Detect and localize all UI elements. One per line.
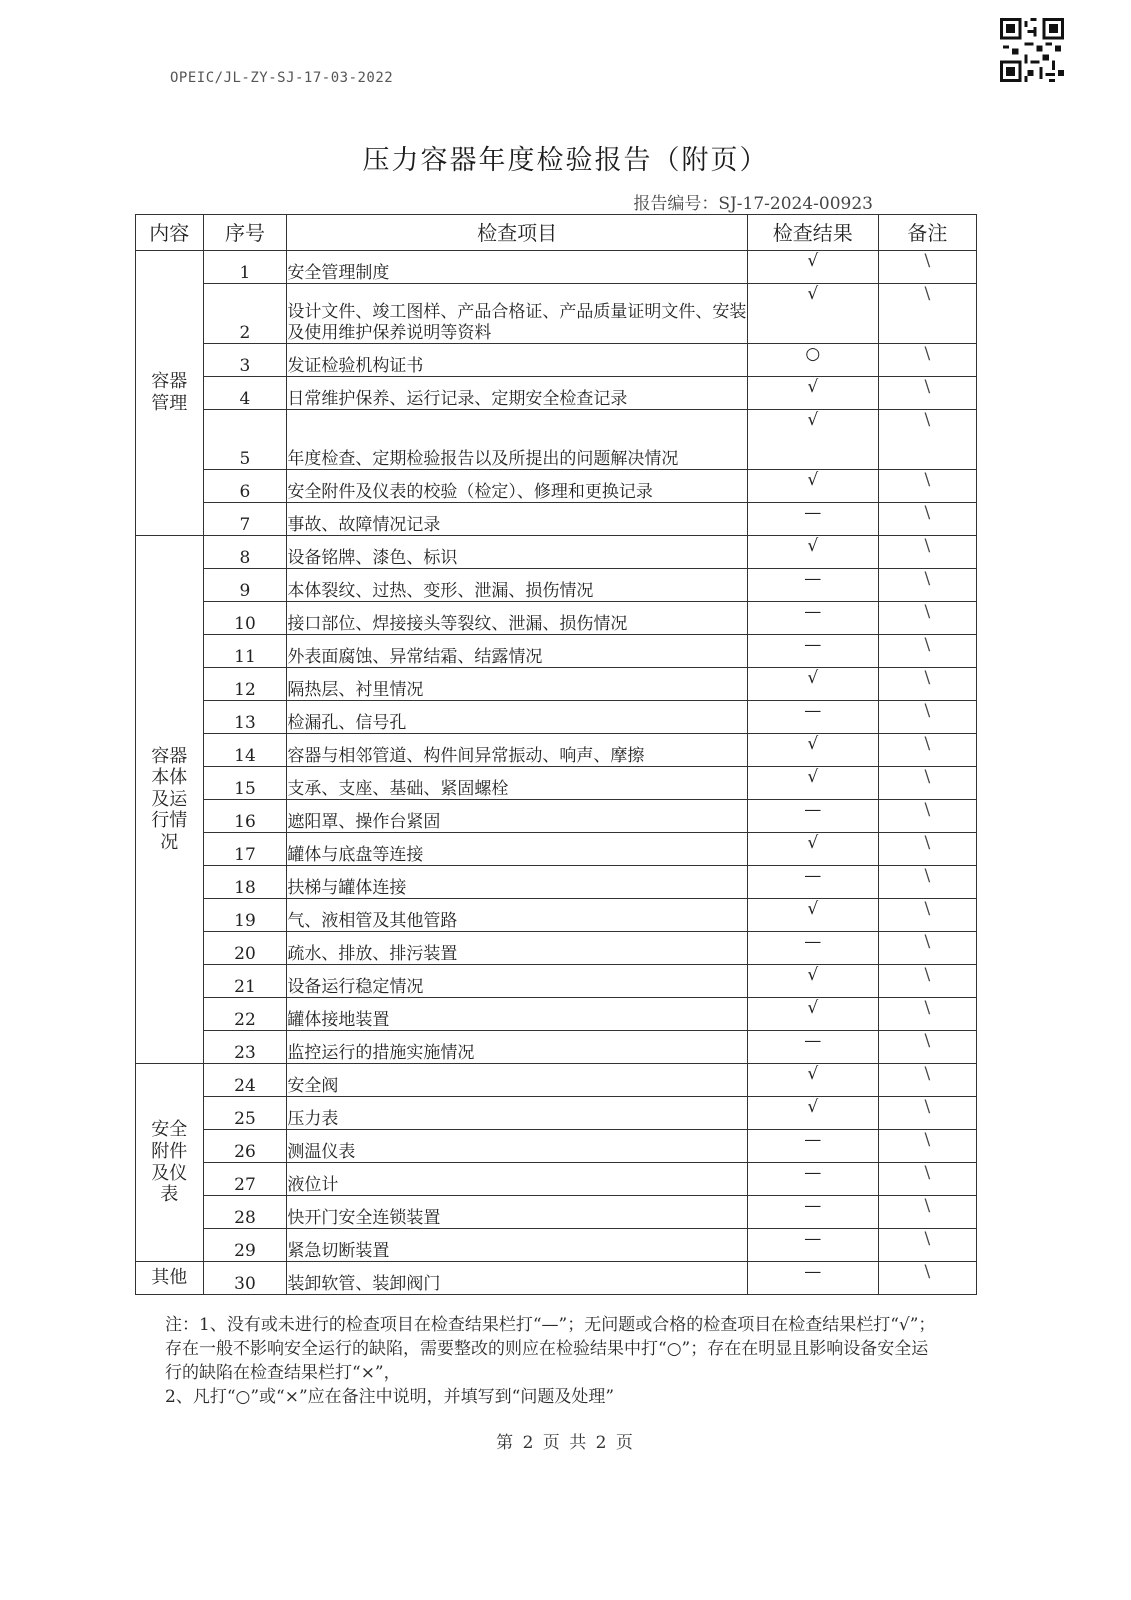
check-item: 本体裂纹、过热、变形、泄漏、损伤情况	[287, 569, 747, 602]
table-row	[136, 251, 977, 284]
column-header: 检查项目	[287, 215, 747, 251]
table-header-row	[136, 215, 977, 251]
check-item: 隔热层、衬里情况	[287, 668, 747, 701]
row-number: 19	[203, 899, 287, 932]
check-item: 接口部位、焊接接头等裂纹、泄漏、损伤情况	[287, 602, 747, 635]
check-result: —	[747, 1031, 878, 1064]
check-result: —	[747, 1262, 878, 1295]
remark: \	[878, 344, 976, 377]
table-row	[136, 899, 977, 932]
check-item: 设计文件、竣工图样、产品合格证、产品质量证明文件、安装及使用维护保养说明等资料	[287, 284, 747, 344]
remark: \	[878, 668, 976, 701]
remark: \	[878, 932, 976, 965]
table-row	[136, 932, 977, 965]
row-number: 5	[203, 410, 287, 470]
note-line: 注：1、没有或未进行的检查项目在检查结果栏打“—”；无问题或合格的检查项目在检查结果栏打“√”；存在一般不影响安全运行的缺陷，需要整改的则应在检验结果中打“○”；存在在明显且影响设备安全运行的缺陷在检查结果栏打“×”，	[165, 1315, 936, 1383]
remark: \	[878, 251, 976, 284]
row-number: 7	[203, 503, 287, 536]
table-row	[136, 635, 977, 668]
row-number: 27	[203, 1163, 287, 1196]
check-item: 罐体与底盘等连接	[287, 833, 747, 866]
row-number: 29	[203, 1229, 287, 1262]
table-row	[136, 470, 977, 503]
remark: \	[878, 1196, 976, 1229]
group-label: 容器管理	[136, 251, 204, 536]
check-result: √	[747, 767, 878, 800]
check-result: √	[747, 734, 878, 767]
remark: \	[878, 899, 976, 932]
check-result: —	[747, 602, 878, 635]
remark: \	[878, 965, 976, 998]
remark: \	[878, 569, 976, 602]
table-row	[136, 833, 977, 866]
remark: \	[878, 998, 976, 1031]
table-row	[136, 602, 977, 635]
document-code: OPEIC/JL-ZY-SJ-17-03-2022	[170, 70, 394, 86]
check-item: 容器与相邻管道、构件间异常振动、响声、摩擦	[287, 734, 747, 767]
row-number: 16	[203, 800, 287, 833]
check-item: 装卸软管、装卸阀门	[287, 1262, 747, 1295]
row-number: 28	[203, 1196, 287, 1229]
check-result: —	[747, 1196, 878, 1229]
check-item: 气、液相管及其他管路	[287, 899, 747, 932]
table-row	[136, 1229, 977, 1262]
check-result: —	[747, 635, 878, 668]
remark: \	[878, 284, 976, 344]
table-row	[136, 569, 977, 602]
remark: \	[878, 734, 976, 767]
table-row	[136, 1196, 977, 1229]
page-title: 压力容器年度检验报告（附页）	[362, 145, 769, 176]
check-result: √	[747, 965, 878, 998]
row-number: 21	[203, 965, 287, 998]
check-item: 事故、故障情况记录	[287, 503, 747, 536]
row-number: 4	[203, 377, 287, 410]
check-result: √	[747, 899, 878, 932]
check-item: 日常维护保养、运行记录、定期安全检查记录	[287, 377, 747, 410]
check-item: 快开门安全连锁装置	[287, 1196, 747, 1229]
table-row	[136, 965, 977, 998]
check-item: 设备运行稳定情况	[287, 965, 747, 998]
row-number: 26	[203, 1130, 287, 1163]
check-result: √	[747, 536, 878, 569]
row-number: 17	[203, 833, 287, 866]
check-result: —	[747, 701, 878, 734]
remark: \	[878, 1229, 976, 1262]
check-item: 测温仪表	[287, 1130, 747, 1163]
remark: \	[878, 377, 976, 410]
table-row	[136, 1262, 977, 1295]
check-item: 设备铭牌、漆色、标识	[287, 536, 747, 569]
table-row	[136, 1130, 977, 1163]
check-result: √	[747, 1097, 878, 1130]
remark: \	[878, 536, 976, 569]
row-number: 15	[203, 767, 287, 800]
check-result: —	[747, 1229, 878, 1262]
row-number: 3	[203, 344, 287, 377]
row-number: 22	[203, 998, 287, 1031]
check-result: √	[747, 284, 878, 344]
remark: \	[878, 470, 976, 503]
remark: \	[878, 1262, 976, 1295]
check-item: 液位计	[287, 1163, 747, 1196]
table-row	[136, 1097, 977, 1130]
check-result: √	[747, 410, 878, 470]
check-result: ○	[747, 344, 878, 377]
remark: \	[878, 635, 976, 668]
table-row	[136, 998, 977, 1031]
table-row	[136, 734, 977, 767]
remark: \	[878, 800, 976, 833]
remark: \	[878, 1163, 976, 1196]
qr-code-icon	[1000, 18, 1064, 82]
column-header: 内容	[136, 215, 204, 251]
check-result: —	[747, 1130, 878, 1163]
row-number: 23	[203, 1031, 287, 1064]
check-result: √	[747, 251, 878, 284]
remark: \	[878, 1031, 976, 1064]
check-result: —	[747, 1163, 878, 1196]
check-item: 外表面腐蚀、异常结霜、结露情况	[287, 635, 747, 668]
row-number: 1	[203, 251, 287, 284]
row-number: 9	[203, 569, 287, 602]
row-number: 11	[203, 635, 287, 668]
table-row	[136, 377, 977, 410]
remark: \	[878, 866, 976, 899]
check-item: 安全附件及仪表的校验（检定）、修理和更换记录	[287, 470, 747, 503]
check-item: 罐体接地装置	[287, 998, 747, 1031]
remark: \	[878, 701, 976, 734]
remark: \	[878, 1130, 976, 1163]
check-item: 安全阀	[287, 1064, 747, 1097]
check-result: √	[747, 668, 878, 701]
check-result: —	[747, 800, 878, 833]
remark: \	[878, 1097, 976, 1130]
inspection-table	[135, 214, 977, 1295]
check-item: 检漏孔、信号孔	[287, 701, 747, 734]
check-result: √	[747, 833, 878, 866]
row-number: 25	[203, 1097, 287, 1130]
row-number: 8	[203, 536, 287, 569]
table-row	[136, 1163, 977, 1196]
table-row	[136, 344, 977, 377]
table-row	[136, 800, 977, 833]
group-label: 容器本体及运行情况	[136, 536, 204, 1064]
column-header: 备注	[878, 215, 976, 251]
table-row	[136, 284, 977, 344]
note-line: 2、凡打“○”或“×”应在备注中说明，并填写到“问题及处理”	[165, 1387, 615, 1407]
check-item: 压力表	[287, 1097, 747, 1130]
row-number: 30	[203, 1262, 287, 1295]
check-item: 发证检验机构证书	[287, 344, 747, 377]
row-number: 24	[203, 1064, 287, 1097]
check-result: —	[747, 569, 878, 602]
remark: \	[878, 833, 976, 866]
check-item: 扶梯与罐体连接	[287, 866, 747, 899]
remark: \	[878, 767, 976, 800]
page-number: 第 2 页 共 2 页	[496, 1433, 635, 1453]
column-header: 序号	[203, 215, 287, 251]
group-label: 其他	[136, 1262, 204, 1295]
check-item: 支承、支座、基础、紧固螺栓	[287, 767, 747, 800]
remark: \	[878, 503, 976, 536]
check-result: √	[747, 1064, 878, 1097]
group-label: 安全附件及仪表	[136, 1064, 204, 1262]
check-item: 遮阳罩、操作台紧固	[287, 800, 747, 833]
row-number: 20	[203, 932, 287, 965]
table-row	[136, 1064, 977, 1097]
report-number: 报告编号：SJ-17-2024-00923	[633, 194, 873, 214]
table-row	[136, 503, 977, 536]
check-result: —	[747, 932, 878, 965]
row-number: 2	[203, 284, 287, 344]
check-item: 年度检查、定期检验报告以及所提出的问题解决情况	[287, 410, 747, 470]
check-result: √	[747, 470, 878, 503]
check-result: —	[747, 503, 878, 536]
check-result: —	[747, 866, 878, 899]
table-row	[136, 767, 977, 800]
check-item: 监控运行的措施实施情况	[287, 1031, 747, 1064]
row-number: 10	[203, 602, 287, 635]
row-number: 12	[203, 668, 287, 701]
remark: \	[878, 1064, 976, 1097]
table-row	[136, 1031, 977, 1064]
row-number: 6	[203, 470, 287, 503]
check-item: 安全管理制度	[287, 251, 747, 284]
check-result: √	[747, 377, 878, 410]
remark: \	[878, 602, 976, 635]
table-row	[136, 668, 977, 701]
row-number: 14	[203, 734, 287, 767]
check-item: 疏水、排放、排污装置	[287, 932, 747, 965]
check-result: √	[747, 998, 878, 1031]
row-number: 13	[203, 701, 287, 734]
column-header: 检查结果	[747, 215, 878, 251]
check-item: 紧急切断装置	[287, 1229, 747, 1262]
notes	[165, 1313, 945, 1409]
table-row	[136, 701, 977, 734]
table-row	[136, 410, 977, 470]
table-row	[136, 866, 977, 899]
table-row	[136, 536, 977, 569]
remark: \	[878, 410, 976, 470]
row-number: 18	[203, 866, 287, 899]
